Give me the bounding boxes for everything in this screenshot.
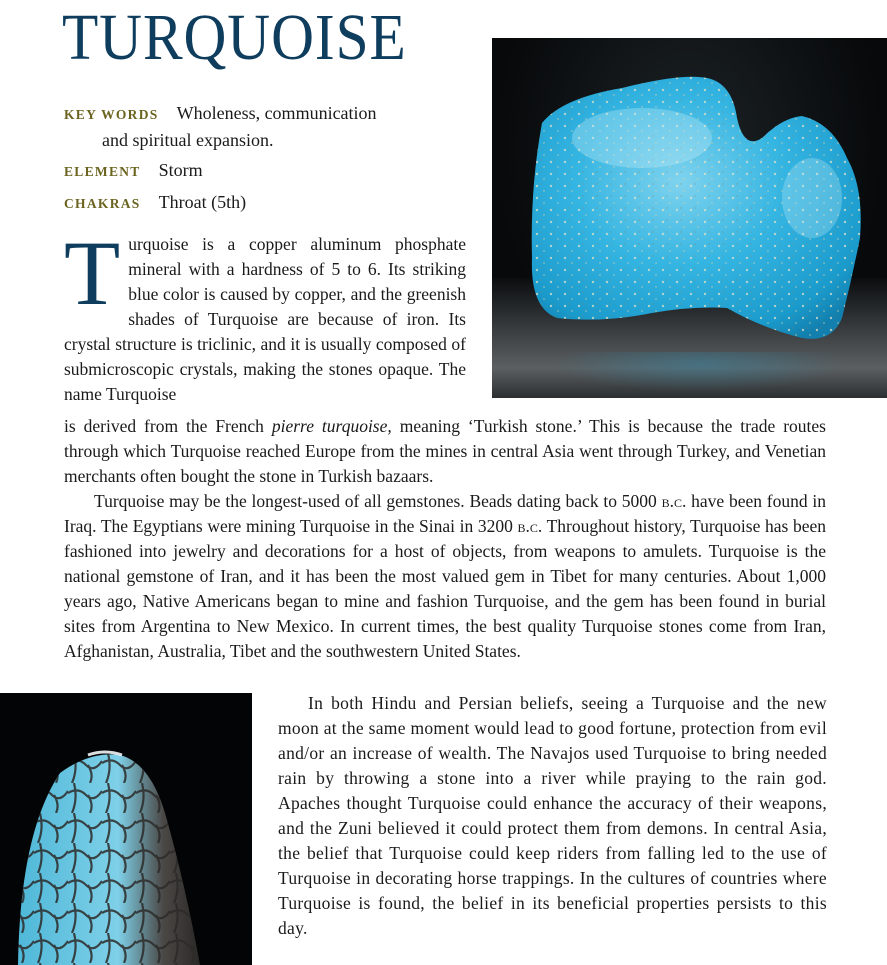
paragraph-2-text-1: Turquoise may be the longest-used of all gemstones. Beads dating back to 5000: [94, 491, 662, 511]
turquoise-nugget-shape: [492, 38, 887, 398]
paragraph-1-text-a: urquoise is a copper aluminum phosphate mineral with a hardness of 5 to 6. Its striking blue color is caused by copper, and the greenish shades of Turquoise are because of iron. Its crystal structure is triclinic, and it is usually composed of submicroscopic crystals, making the stones opaque. The name Turquoise: [64, 234, 466, 404]
keywords-label: KEY WORDS: [64, 107, 159, 122]
spiderweb-turquoise-cabochon-photo: [0, 693, 252, 965]
paragraph-2-history: [64, 489, 826, 664]
page-title: TURQUOISE: [62, 1, 407, 74]
era-label: b.c.: [517, 516, 543, 536]
keywords-value: Wholeness, communication: [176, 103, 377, 123]
paragraph-1-text-b: is derived from the French: [64, 416, 272, 436]
element-row: [64, 157, 484, 185]
paragraph-3-beliefs: In both Hindu and Persian beliefs, seeing a Turquoise and the new moon at the same moment would lead to good fortune, protection from evil and/or an increase of wealth. The Navajos used Turquoise to bring needed rain by throwing a stone into a river while praying to the rain god. Apaches thought Turquoise could enhance the accuracy of their weapons, and the Zuni believed it could protect them from demons. In central Asia, the belief that Turquoise could keep riders from falling led to the use of Turquoise in decorating horse trappings. In the cultures of countries where Turquoise is found, the belief in its beneficial properties persists to this day.: [278, 693, 827, 938]
element-value: Storm: [158, 160, 203, 180]
chakras-value: Throat (5th): [158, 192, 247, 212]
paragraph-1-intro: [64, 222, 466, 407]
keywords-value-continued: and spiritual expansion.: [102, 130, 274, 150]
paragraph-1-text-c: meaning ‘Turkish stone.’ This is because the trade routes through which Turquoise reached Europe from the mines in central Asia went through Turkey, and Venetian merchants often bought the stone in Turkish bazaars.: [64, 416, 826, 486]
chakras-row: [64, 189, 484, 217]
paragraph-2-text-3: Throughout history, Turquoise has been fashioned into jewelry and decorations for a host of objects, from weapons to amulets. Turquoise is the national gemstone of Iran, and it has been the most valued gem in Tibet for many centuries. About 1,000 years ago, Native Americans began to mine and fashion Turquoise, and the gem has been found in burial sites from Argentina to New Mexico. In current times, the best quality Turquoise stones come from Iran, Afghanistan, Australia, Tibet and the southwestern United States.: [64, 516, 826, 661]
paragraph-1-continued: [64, 414, 826, 489]
keywords-row: [64, 100, 484, 128]
cabochon-shape: [0, 693, 252, 965]
drop-cap: T: [64, 222, 121, 324]
chakras-label: CHAKRAS: [64, 196, 141, 211]
gem-attributes: [64, 100, 484, 217]
turquoise-nugget-photo: [492, 38, 887, 398]
element-label: ELEMENT: [64, 164, 141, 179]
paragraph-2-text-2: have been found in Iraq. The Egyptians were mining Turquoise in the Sinai in 3200: [64, 491, 826, 536]
era-label: b.c.: [661, 491, 687, 511]
french-term: pierre turquoise,: [271, 416, 392, 436]
